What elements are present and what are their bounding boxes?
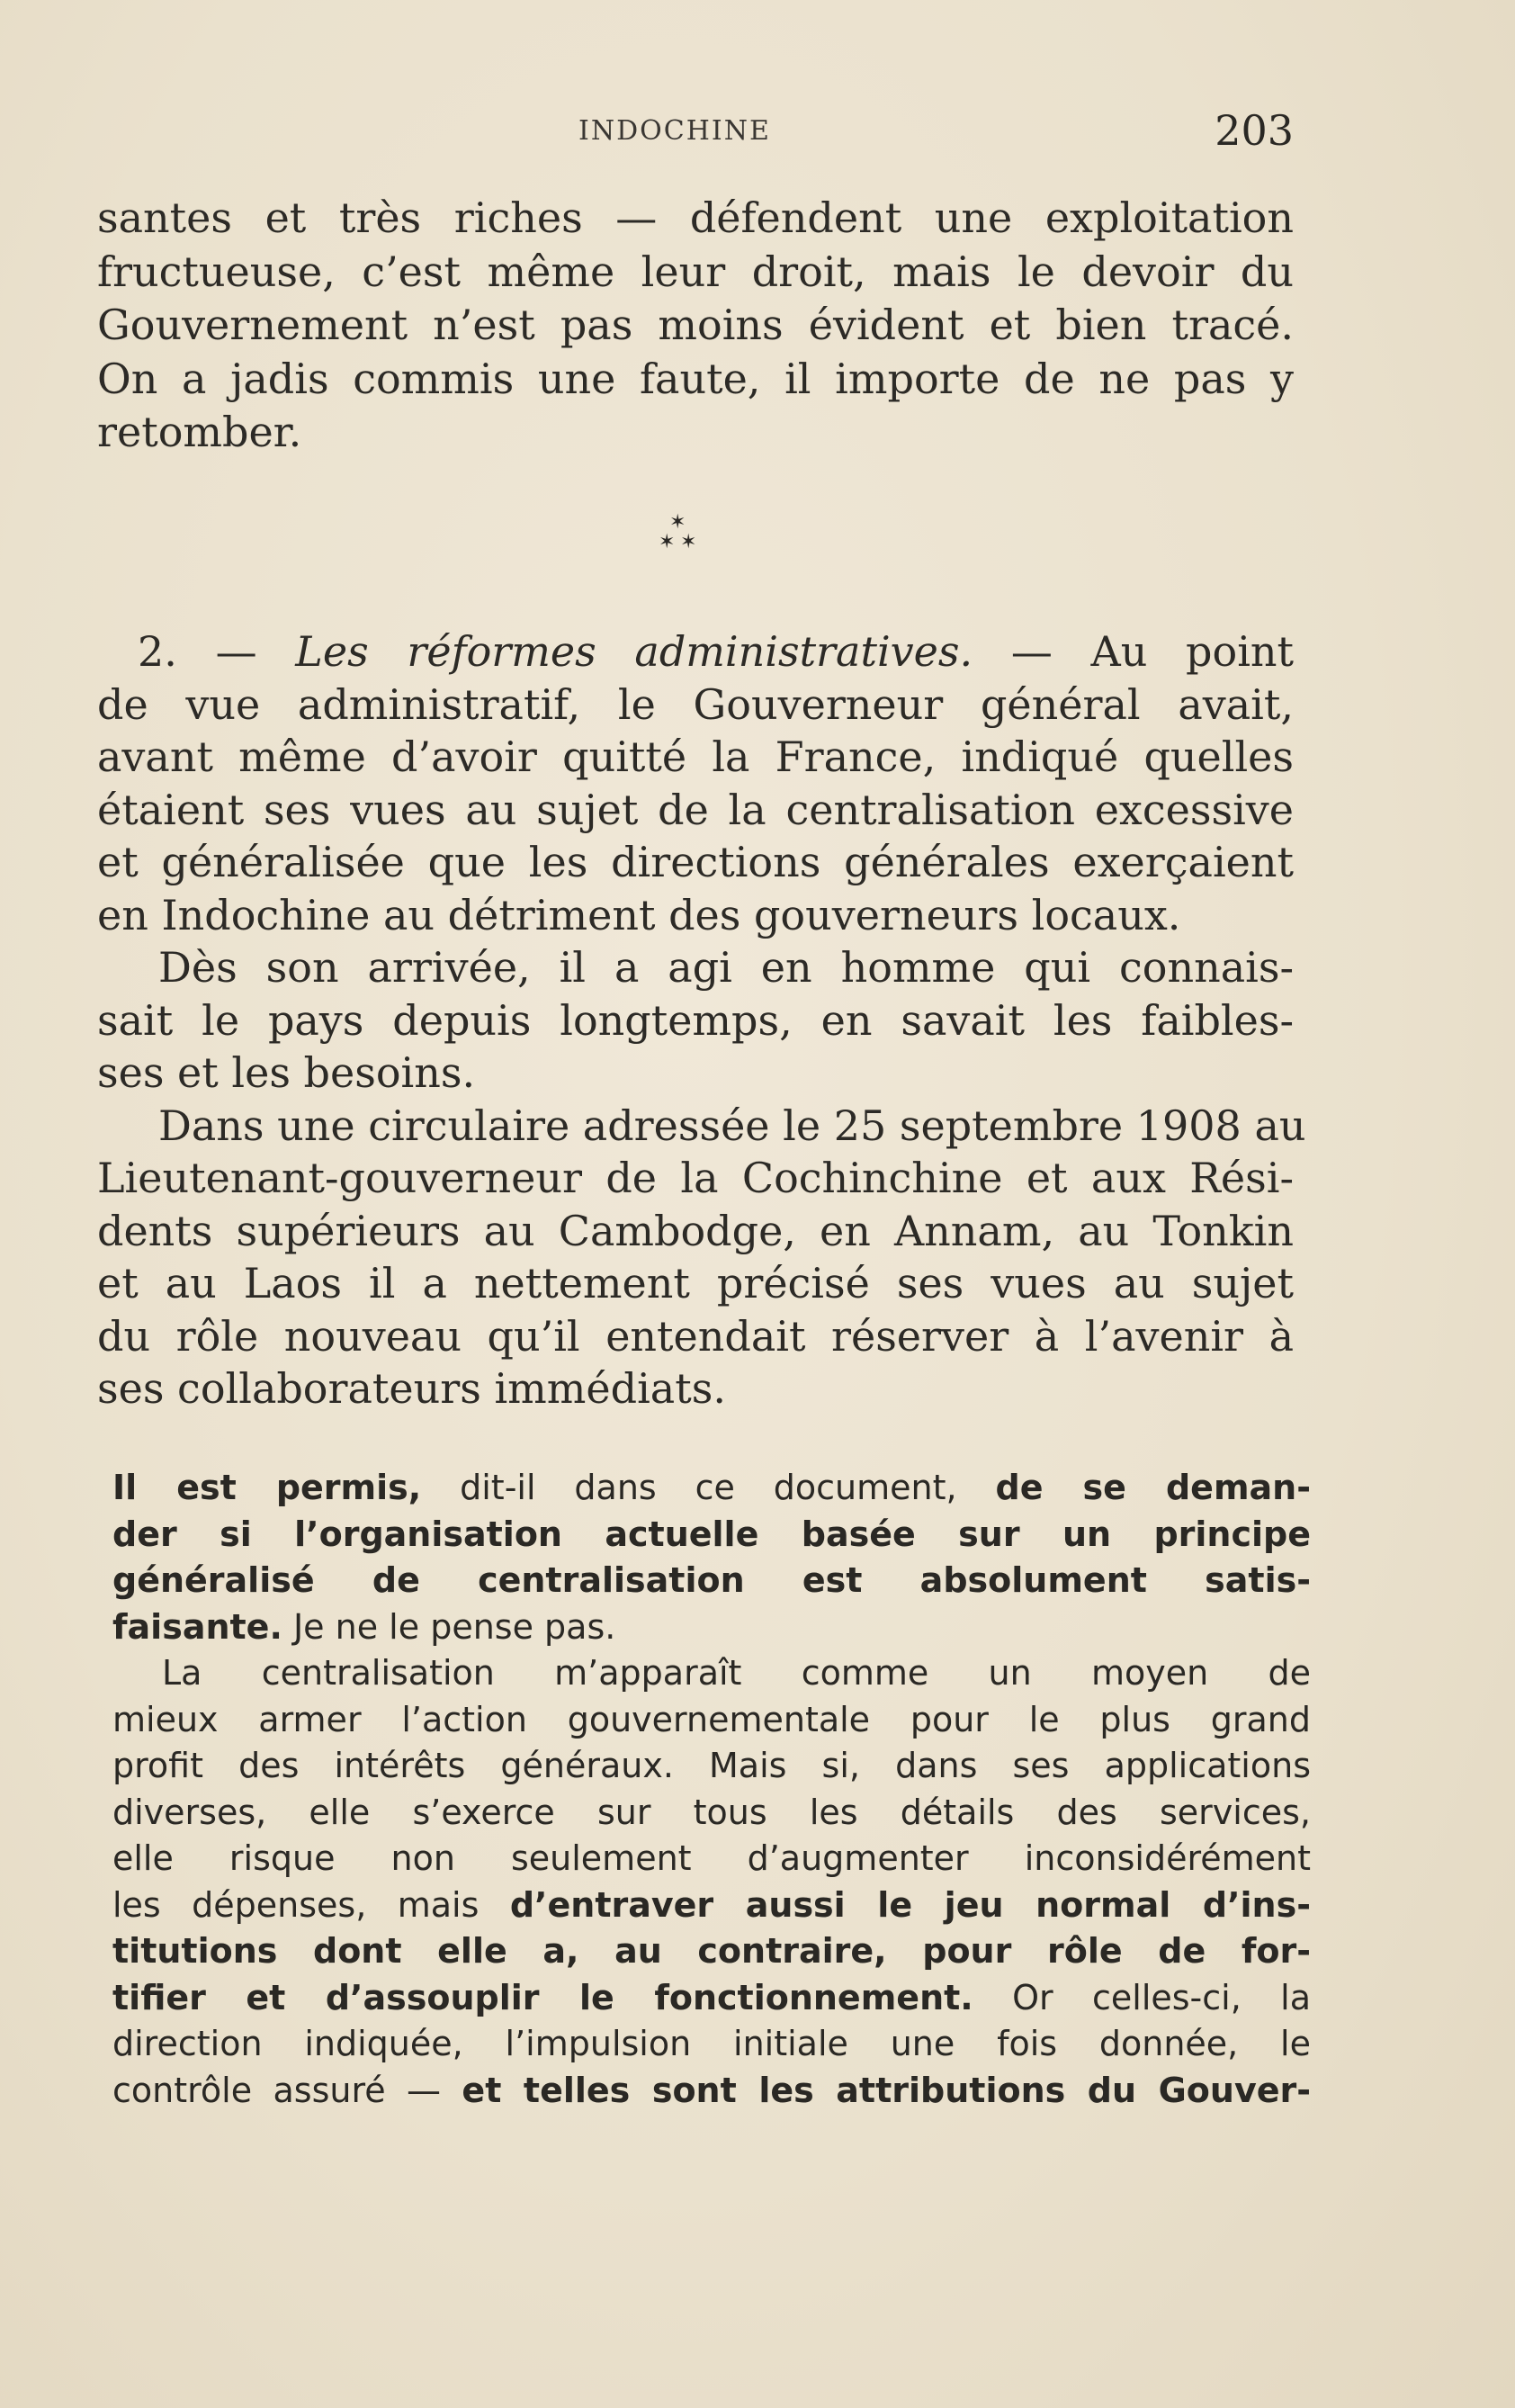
quote-line: der si l’organisation actuelle basée sur un principe <box>112 1514 1311 1554</box>
quote-line: profit des intérêts généraux. Mais si, dans ses applications <box>112 1746 1311 1785</box>
quote-bold: tifier et d’assouplir le fonctionnement. <box>112 1977 973 2017</box>
quote-bold: Il est permis, <box>112 1468 422 1507</box>
quote-line: diverses, elle s’exerce sur tous les détails des services, <box>112 1792 1311 1832</box>
quote-bold: de se deman- <box>995 1468 1312 1507</box>
quote-normal: contrôle assuré — <box>112 2070 462 2110</box>
asterism-star-left: ✶ <box>659 531 676 553</box>
section-title: Les réformes administratives. <box>295 627 973 676</box>
text-line: ses et les besoins. <box>97 1048 476 1097</box>
quote-line: elle risque non seulement d’augmenter inconsidérément <box>112 1838 1311 1878</box>
text-line: Gouvernement n’est pas moins évident et bien tracé. <box>97 301 1294 349</box>
quote-line: direction indiquée, l’impulsion initiale une fois donnée, le <box>112 2024 1311 2063</box>
quote-line: mieux armer l’action gouvernementale pour le plus grand <box>112 1699 1311 1739</box>
page-header <box>97 106 1294 160</box>
quote-normal: les dépenses, mais <box>112 1884 510 1925</box>
text-line: avant même d’avoir quitté la France, indiqué quelles <box>97 732 1294 781</box>
text-line: du rôle nouveau qu’il entendait réserver à l’avenir à <box>97 1311 1294 1361</box>
quote-normal: dit-il dans ce document, <box>421 1468 996 1507</box>
quote-line <box>112 1604 1311 1651</box>
quote-line: généralisé de centralisation est absolument satis- <box>112 1560 1311 1600</box>
section-dash: — <box>215 627 257 676</box>
text-line: Dans une circulaire adressée le 25 septembre 1908 au <box>158 1101 1306 1150</box>
quote-line <box>112 1975 1311 2022</box>
text-line: et généralisée que les directions générales exerçaient <box>97 838 1294 886</box>
quote-line <box>112 2068 1311 2115</box>
text-line: santes et très riches — défendent une exploitation <box>97 193 1294 242</box>
section-number: 2. <box>138 627 177 676</box>
text-line: fructueuse, c’est même leur droit, mais le devoir du <box>97 247 1294 296</box>
asterism-star-top: ✶ <box>669 511 686 534</box>
asterism-divider <box>648 513 702 567</box>
quoted-circular <box>112 1465 1311 2114</box>
quote-normal: Or celles-ci, la <box>973 1977 1311 2017</box>
running-head: INDOCHINE <box>578 115 771 147</box>
text-line: Dès son arrivée, il a agi en homme qui connais- <box>158 943 1294 992</box>
paragraph-continued <box>97 192 1294 460</box>
quote-line <box>112 1465 1311 1512</box>
quote-line: La centralisation m’apparaît comme un moyen de <box>162 1653 1311 1693</box>
text-line: dents supérieurs au Cambodge, en Annam, au Tonkin <box>97 1206 1294 1255</box>
quote-bold: faisante. <box>112 1606 282 1647</box>
quote-bold: et telles sont les attributions du Gouver- <box>462 2070 1311 2110</box>
text-line: ses collaborateurs immédiats. <box>97 1364 726 1413</box>
section-line1-rest: — Au point <box>1010 627 1295 676</box>
text-line: et au Laos il a nettement précisé ses vues au sujet <box>97 1259 1294 1307</box>
text-line: Lieutenant-gouverneur de la Cochinchine et aux Rési- <box>97 1154 1294 1202</box>
quote-line <box>112 1882 1311 1929</box>
quote-bold: d’entraver aussi le jeu normal d’ins- <box>509 1884 1311 1925</box>
text-line: retomber. <box>97 408 302 456</box>
text-line: de vue administratif, le Gouverneur général avait, <box>97 679 1294 729</box>
quote-normal: Je ne le pense pas. <box>282 1606 616 1647</box>
quote-line: titutions dont elle a, au contraire, pour rôle de for- <box>112 1931 1311 1971</box>
text-line: en Indochine au détriment des gouverneurs locaux. <box>97 890 1181 939</box>
section-heading-line <box>97 625 1294 678</box>
page-number: 203 <box>1215 106 1294 155</box>
text-line: On a jadis commis une faute, il importe de ne pas y <box>97 354 1294 403</box>
asterism-star-right: ✶ <box>680 531 697 553</box>
text-line: sait le pays depuis longtemps, en savait les faibles- <box>97 995 1294 1045</box>
section-2 <box>97 625 1306 1415</box>
text-line: étaient ses vues au sujet de la centralisation excessive <box>97 785 1294 834</box>
